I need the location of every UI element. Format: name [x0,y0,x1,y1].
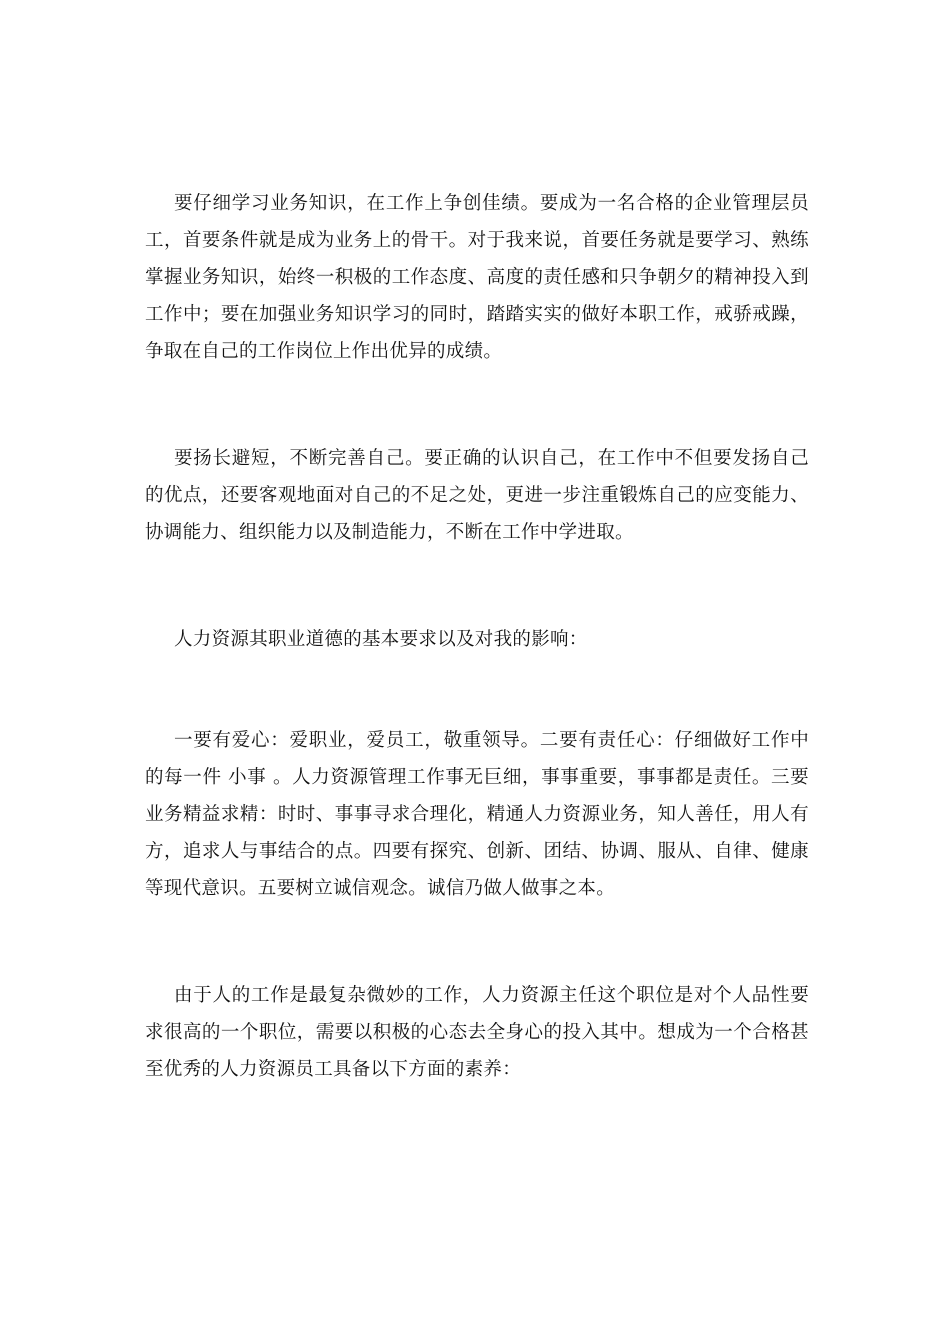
paragraph-ethics-heading: 人力资源其职业道德的基本要求以及对我的影响： [174,629,588,650]
paragraph-ethics-requirements: 一要有爱心：爱职业，爱员工，敬重领导。二要有责任心：仔细做好工作中的每一件 小事 。人力资源管理工作事无巨细，事事重要，事事都是责任。三要业务精益求精：时时、事事寻求合理化，精通人力资源业务，知人善任，用人有方，追求人与事结合的点。四要有探究、创新、团结、协调、服从、自律、健康等现代意识。五要树立诚信观念。诚信乃做人做事之本。 [145,730,809,899]
paragraph-self-improvement: 要扬长避短，不断完善自己。要正确的认识自己，在工作中不但要发扬自己的优点，还要客观地面对自己的不足之处，更进一步注重锻炼自己的应变能力、协调能力、组织能力以及制造能力，不断在工作中学进取。 [145,448,809,543]
paragraph-business-knowledge: 要仔细学习业务知识，在工作上争创佳绩。要成为一名合格的企业管理层员工，首要条件就是成为业务上的骨干。对于我来说，首要任务就是要学习、熟练掌握业务知识，始终一积极的工作态度、高度的责任感和只争朝夕的精神投入到工作中；要在加强业务知识学习的同时，踏踏实实的做好本职工作，戒骄戒躁，争取在自己的工作岗位上作出优异的成绩。 [145,193,809,362]
paragraph-hr-qualities: 由于人的工作是最复杂微妙的工作，人力资源主任这个职位是对个人品性要求很高的一个职位，需要以积极的心态去全身心的投入其中。想成为一个合格甚至优秀的人力资源员工具备以下方面的素养： [145,985,809,1080]
